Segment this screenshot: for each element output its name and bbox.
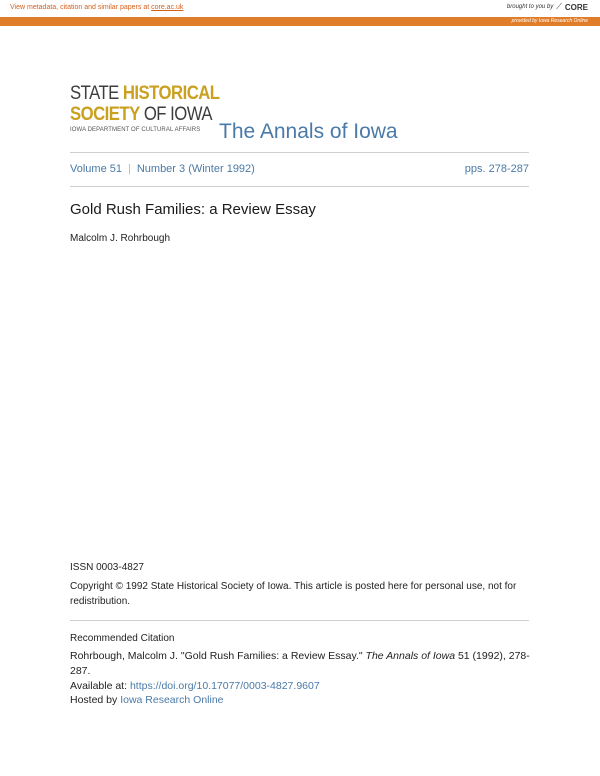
logo-line-1 <box>70 83 220 104</box>
citation-before: Rohrbough, Malcolm J. "Gold Rush Families: a Review Essay." <box>70 650 366 662</box>
core-metadata-text <box>10 4 183 11</box>
hosted-by <box>70 694 224 706</box>
core-link[interactable]: core.ac.uk <box>151 4 184 11</box>
doi-link[interactable]: https://doi.org/10.17077/0003-4827.9607 <box>129 680 320 692</box>
copyright-notice: Copyright © 1992 State Historical Society of Iowa. This article is posted here for personal use, not for redistribution. <box>70 581 517 607</box>
citation-after: 51 (1992), 278-287. <box>70 650 530 677</box>
core-banner <box>0 0 600 17</box>
logo-state: STATE <box>70 83 123 104</box>
volume-link[interactable]: Volume 51 <box>70 163 122 175</box>
core-logo-icon: ⟋ <box>556 2 562 11</box>
divider-top <box>70 152 529 153</box>
journal-title: The Annals of Iowa <box>219 120 398 143</box>
divider-issue <box>70 186 529 187</box>
issue-separator: | <box>127 163 131 175</box>
core-branding <box>507 2 588 12</box>
article-author: Malcolm J. Rohrbough <box>70 233 171 244</box>
logo-historical: HISTORICAL <box>122 83 220 104</box>
core-metadata-label: View metadata, citation and similar papers at <box>10 4 152 11</box>
issn: ISSN 0003-4827 <box>70 562 144 573</box>
shsi-logo <box>70 83 220 133</box>
issue-info <box>70 163 529 175</box>
number-link[interactable]: Number 3 (Winter 1992) <box>136 163 255 175</box>
hosted-label: Hosted by <box>70 694 121 706</box>
available-at <box>70 680 320 692</box>
provided-by-label: provided by Iowa Research Online <box>511 18 588 24</box>
provider-bar <box>0 17 600 26</box>
logo-line-2 <box>70 104 212 125</box>
citation-heading: Recommended Citation <box>70 633 175 644</box>
logo-society: SOCIETY <box>70 104 140 125</box>
divider-citation <box>70 620 529 621</box>
iowa-research-online-link[interactable]: Iowa Research Online <box>120 694 224 706</box>
pages-label: pps. 278-287 <box>464 163 529 175</box>
article-title: Gold Rush Families: a Review Essay <box>70 201 316 218</box>
brought-by-label: brought to you by <box>506 4 554 10</box>
citation-journal: The Annals of Iowa <box>365 650 456 662</box>
citation-text <box>70 649 530 679</box>
available-label: Available at: <box>70 680 130 692</box>
logo-of-iowa: OF IOWA <box>139 104 212 125</box>
logo-subtitle: IOWA DEPARTMENT OF CULTURAL AFFAIRS <box>70 127 201 133</box>
core-logo[interactable]: CORE <box>564 2 588 12</box>
